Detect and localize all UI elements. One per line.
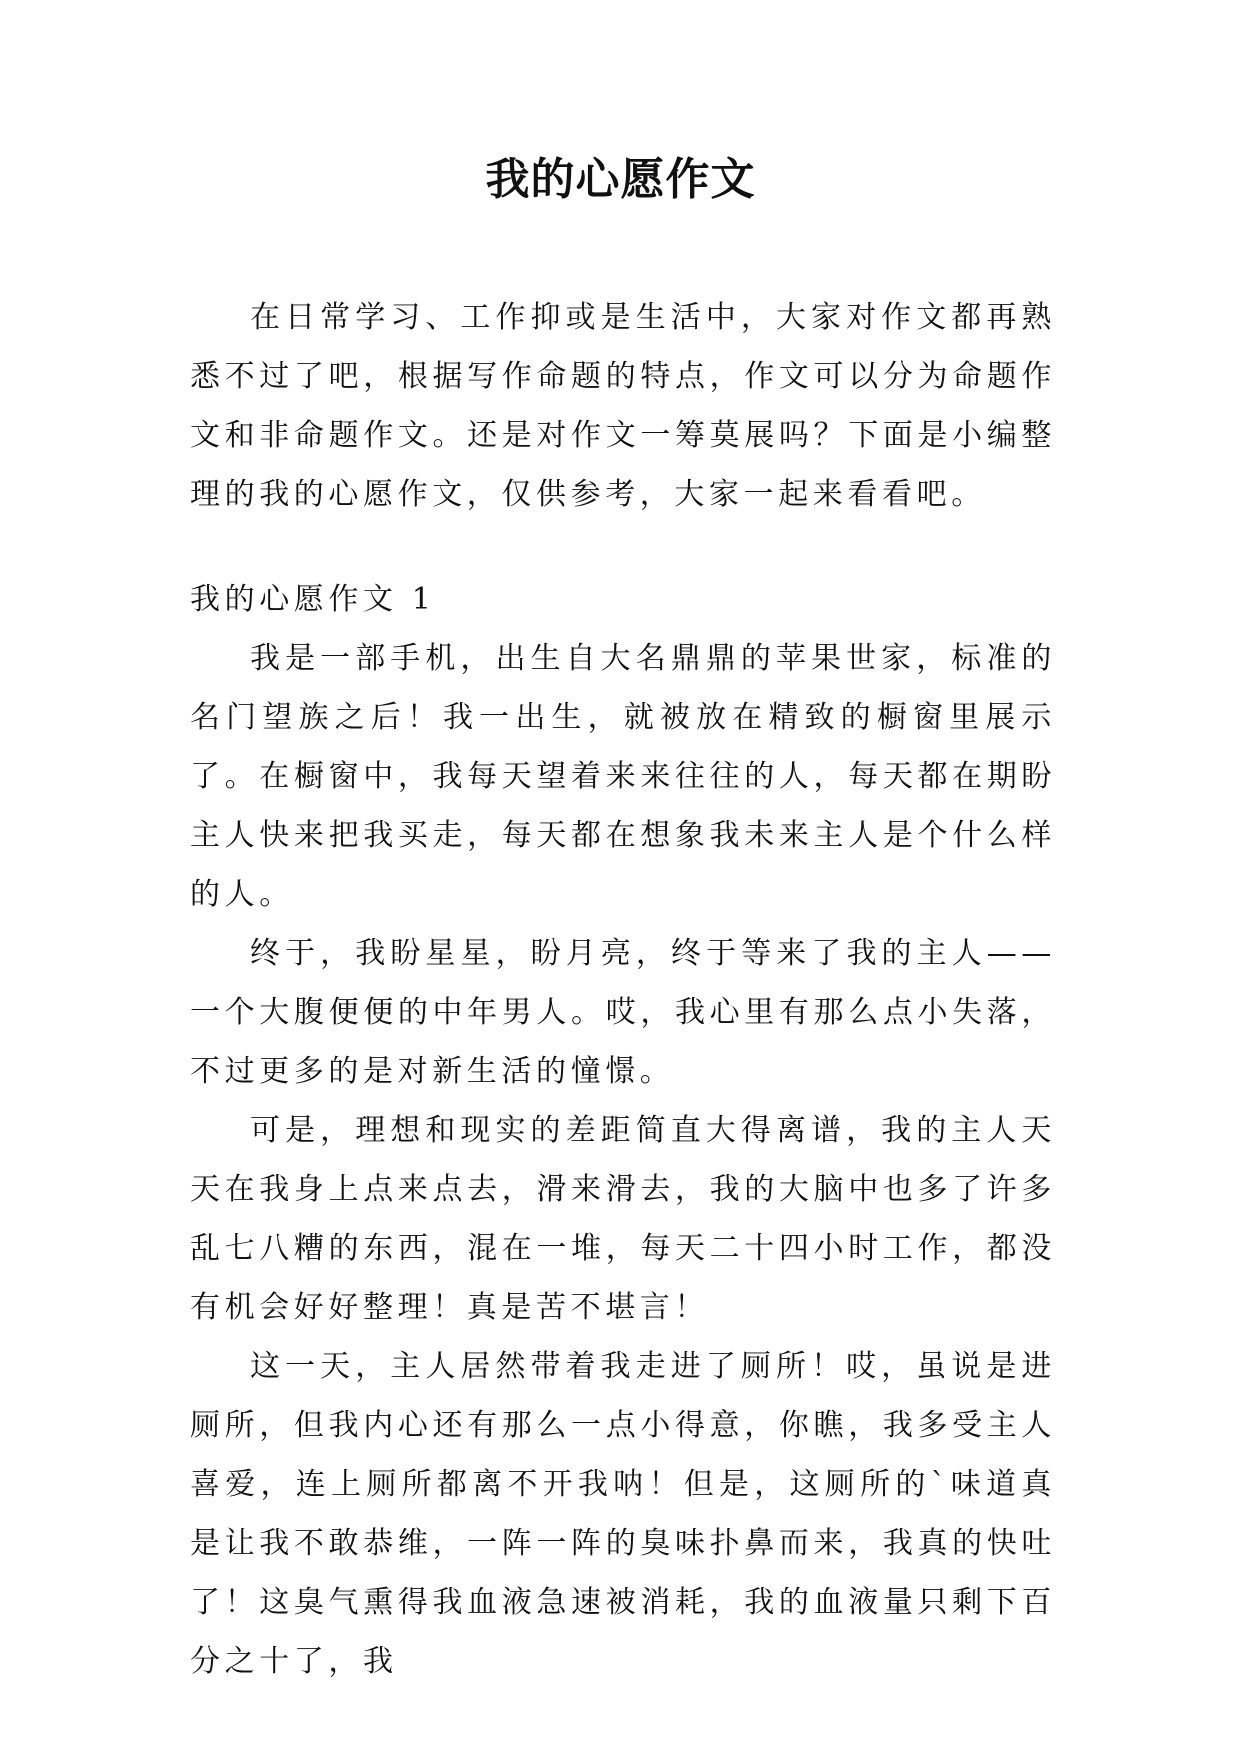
body-paragraph: 这一天，主人居然带着我走进了厕所！哎，虽说是进厕所，但我内心还有那么一点小得意，你瞧，我多受主人喜爱，连上厕所都离不开我呐！但是，这厕所的`味道真是让我不敢恭维，一阵一阵的臭味扑鼻而来，我真的快吐了！这臭气熏得我血液急速被消耗，我的血液量只剩下百分之十了，我	[190, 1349, 1056, 1679]
intro-paragraph: 在日常学习、工作抑或是生活中，大家对作文都再熟悉不过了吧，根据写作命题的特点，作文可以分为命题作文和非命题作文。还是对作文一筹莫展吗？下面是小编整理的我的心愿作文，仅供参考，大家一起来看看吧。	[190, 300, 1056, 512]
body-paragraph: 可是，理想和现实的差距简直大得离谱，我的主人天天在我身上点来点去，滑来滑去，我的大脑中也多了许多乱七八糟的东西，混在一堆，每天二十四小时工作，都没有机会好好整理！真是苦不堪言！	[190, 1113, 1056, 1325]
body-paragraph: 我是一部手机，出生自大名鼎鼎的苹果世家，标准的名门望族之后！我一出生，就被放在精致的橱窗里展示了。在橱窗中，我每天望着来来往往的人，每天都在期盼主人快来把我买走，每天都在想象我未来主人是个什么样的人。	[190, 641, 1056, 912]
section-heading: 我的心愿作文 1	[190, 582, 436, 617]
body-paragraph: 终于，我盼星星，盼月亮，终于等来了我的主人——一个大腹便便的中年男人。哎，我心里有那么点小失落，不过更多的是对新生活的憧憬。	[190, 936, 1056, 1089]
document-title: 我的心愿作文	[485, 154, 756, 205]
document-body	[190, 288, 1056, 1691]
